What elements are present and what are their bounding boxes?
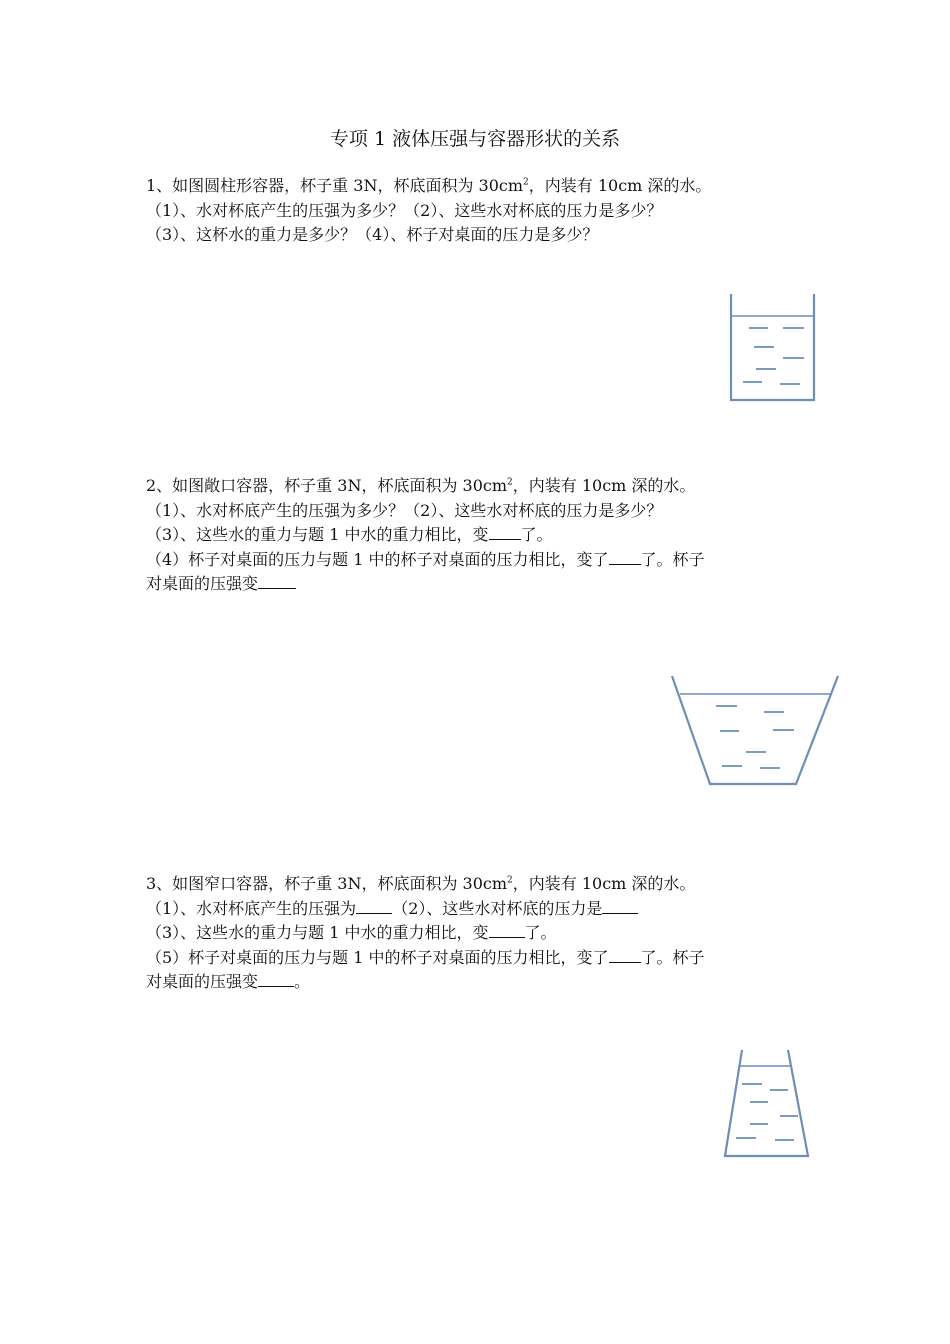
question-3	[146, 872, 806, 995]
q1-stem-text-end: ，内装有 10cm 深的水。	[528, 176, 712, 195]
q3-text: （3）、这些水的重力与题 1 中水的重力相比，变	[146, 923, 489, 942]
q3-stem	[146, 872, 806, 897]
q2-subquestion-4	[146, 548, 806, 573]
q1-stem-text: 1、如图圆柱形容器，杯子重 3N，杯底面积为 30cm	[146, 176, 524, 195]
narrow-mouth-cup-figure	[720, 1046, 814, 1162]
q3-text: （5）杯子对桌面的压力与题 1 中的杯子对桌面的压力相比，变了	[146, 947, 609, 967]
question-2	[146, 474, 806, 597]
q3-text: （2）、这些水对杯底的压力是	[392, 898, 603, 918]
q2-stem-text-end: ，内装有 10cm 深的水。	[512, 476, 696, 495]
q2-stem	[146, 474, 806, 499]
q3-stem-text: 3、如图窄口容器，杯子重 3N，杯底面积为 30cm	[146, 874, 508, 893]
page-title: 专项 1 液体压强与容器形状的关系	[329, 128, 621, 150]
q3-text: 对桌面的压强变	[146, 972, 259, 991]
q3-text: （1）、水对杯底产生的压强为	[146, 898, 357, 918]
q2-text: 了。	[520, 525, 553, 544]
q2-stem-text: 2、如图敞口容器，杯子重 3N，杯底面积为 30cm	[146, 476, 508, 495]
q2-subquestion-3	[146, 523, 806, 548]
q3-subquestion-3	[146, 921, 806, 946]
q3-text: 了。	[524, 923, 557, 942]
q1-stem	[146, 174, 806, 199]
q3-text: 了。杯子	[640, 947, 705, 967]
cylindrical-cup-figure	[722, 290, 822, 405]
answer-blank[interactable]	[609, 946, 641, 963]
q2-text: （3）、这些水的重力与题 1 中水的重力相比，变	[146, 525, 489, 544]
q1-subquestions-b: （3）、这杯水的重力是多少？（4）、杯子对桌面的压力是多少？	[146, 225, 599, 244]
answer-blank[interactable]	[258, 970, 294, 987]
open-mouth-cup-figure	[668, 672, 844, 788]
q2-subquestions-a: （1）、水对杯底产生的压强为多少？（2）、这些水对杯底的压力是多少？	[146, 500, 663, 520]
answer-blank[interactable]	[489, 921, 525, 938]
q3-subquestion-5-cont	[146, 970, 806, 995]
q3-stem-text-end: ，内装有 10cm 深的水。	[512, 874, 696, 893]
answer-blank[interactable]	[602, 897, 638, 914]
superscript: 2	[523, 177, 529, 188]
q2-text: 了。杯子	[640, 549, 705, 569]
q1-subquestions-a: （1）、水对杯底产生的压强为多少？（2）、这些水对杯底的压力是多少？	[146, 200, 663, 220]
answer-blank[interactable]	[609, 548, 641, 565]
q3-text: 。	[294, 972, 311, 991]
q2-text: 对桌面的压强变	[146, 574, 259, 593]
superscript: 2	[507, 875, 513, 886]
q2-subquestion-4-cont	[146, 572, 806, 597]
answer-blank[interactable]	[489, 523, 521, 540]
answer-blank[interactable]	[356, 897, 392, 914]
q3-subquestion-5	[146, 946, 806, 971]
superscript: 2	[507, 477, 513, 488]
answer-blank[interactable]	[258, 572, 296, 589]
question-1	[146, 174, 806, 248]
q3-subquestions-a	[146, 897, 806, 922]
q2-text: （4）杯子对桌面的压力与题 1 中的杯子对桌面的压力相比，变了	[146, 549, 609, 569]
